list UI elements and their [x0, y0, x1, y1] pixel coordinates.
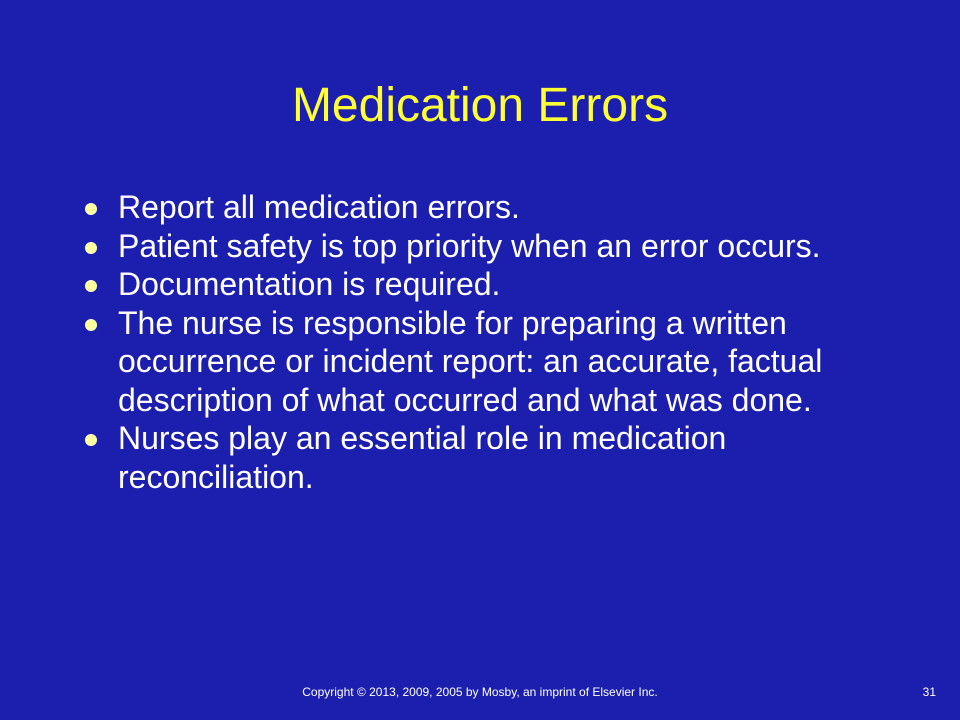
bullet-icon — [85, 280, 97, 292]
bullet-icon — [85, 203, 97, 215]
bullet-item — [82, 265, 902, 304]
bullet-item — [82, 419, 902, 496]
bullet-item — [82, 227, 902, 266]
bullet-icon — [85, 319, 97, 331]
bullet-item — [82, 188, 902, 227]
bullet-text: Patient safety is top priority when an error occurs. — [118, 227, 821, 264]
bullet-text: Nurses play an essential role in medication reconciliation. — [118, 420, 727, 495]
bullet-icon — [85, 434, 97, 446]
bullet-item — [82, 304, 902, 420]
bullet-text: Report all medication errors. — [118, 189, 520, 225]
bullet-list — [82, 188, 902, 496]
page-number: 31 — [922, 685, 936, 699]
bullet-text: Documentation is required. — [118, 266, 501, 302]
copyright-footer: Copyright © 2013, 2009, 2005 by Mosby, an imprint of Elsevier Inc. — [302, 685, 658, 699]
bullet-text: The nurse is responsible for preparing a written occurrence or incident report: an accurate, factual description of what occurred and what was done. — [118, 304, 823, 418]
slide-title: Medication Errors — [291, 79, 669, 132]
bullet-icon — [85, 242, 97, 254]
